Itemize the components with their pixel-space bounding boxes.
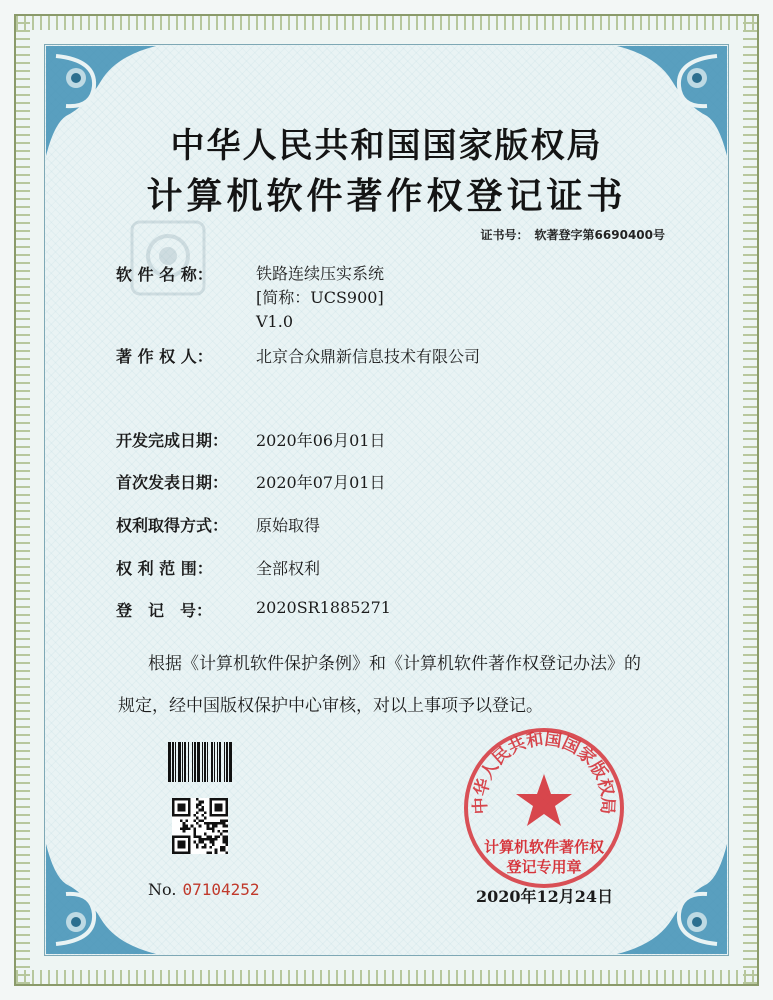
qr-module	[193, 819, 196, 822]
certificate-number-label: 证书号：	[480, 228, 529, 242]
field-value: 全部权利	[256, 559, 321, 578]
qr-module	[217, 835, 220, 838]
qr-module	[180, 827, 183, 830]
qr-module	[185, 825, 188, 828]
barcode-bar	[229, 742, 232, 782]
qr-module	[223, 838, 226, 841]
qr-module	[199, 825, 202, 828]
field-label: 软 件 名 称：	[116, 265, 213, 284]
software-short-name: [简称：UCS900]	[256, 288, 384, 307]
qr-module	[220, 849, 223, 852]
qr-module	[209, 851, 212, 854]
qr-module	[204, 846, 207, 849]
qr-module	[196, 846, 199, 849]
qr-module	[204, 838, 207, 841]
field-pub-date	[116, 470, 386, 493]
qr-module	[223, 841, 226, 844]
qr-module	[201, 819, 204, 822]
body-paragraph-line2: 规定，经中国版权保护中心审核，对以上事项予以登记。	[118, 696, 543, 716]
seal-text-line2: 登记专用章	[506, 858, 582, 876]
qr-module	[212, 830, 215, 833]
seal-text-line1: 计算机软件著作权	[483, 838, 604, 856]
qr-module	[201, 846, 204, 849]
qr-module	[196, 803, 199, 806]
certificate-number	[475, 226, 665, 243]
qr-module	[196, 798, 199, 801]
certificate-title: 计算机软件著作权登记证书	[146, 175, 627, 217]
qr-module	[185, 819, 188, 822]
qr-module	[199, 819, 202, 822]
qr-module	[225, 825, 228, 828]
field-registration-number	[116, 598, 391, 621]
qr-module	[193, 827, 196, 830]
field-label: 登 记 号：	[116, 601, 213, 620]
qr-module	[225, 843, 228, 846]
qr-module	[207, 835, 210, 838]
field-label: 著 作 权 人：	[116, 347, 213, 366]
qr-module	[201, 841, 204, 844]
field-value: 2020SR1885271	[256, 598, 391, 617]
qr-module	[223, 849, 226, 852]
qr-module	[201, 809, 204, 812]
qr-module	[204, 833, 207, 836]
qr-module	[204, 811, 207, 814]
qr-module	[196, 806, 199, 809]
field-owner	[116, 344, 481, 367]
qr-module	[223, 830, 226, 833]
qr-module	[212, 838, 215, 841]
qr-module	[225, 835, 228, 838]
field-value: 原始取得	[256, 516, 321, 535]
qr-module	[183, 822, 186, 825]
qr-module	[225, 838, 228, 841]
qr-module	[199, 803, 202, 806]
qr-module	[199, 809, 202, 812]
qr-module	[180, 819, 183, 822]
seal-arc-text: 中华人民共和国国家版权局	[470, 729, 618, 815]
qr-module	[207, 851, 210, 854]
qr-module	[212, 843, 215, 846]
seal-star-icon	[516, 774, 572, 826]
qr-module	[193, 835, 196, 838]
qr-module	[188, 827, 191, 830]
field-acquisition	[116, 513, 321, 536]
qr-module	[217, 822, 220, 825]
qr-module	[223, 822, 226, 825]
qr-module	[215, 825, 218, 828]
qr-module	[193, 841, 196, 844]
qr-module	[177, 841, 185, 849]
qr-module	[215, 849, 218, 852]
qr-module	[193, 814, 196, 817]
qr-module	[223, 846, 226, 849]
qr-module	[225, 841, 228, 844]
qr-module	[201, 801, 204, 804]
qr-module	[209, 838, 212, 841]
field-value	[256, 262, 384, 334]
software-name: 铁路连续压实系统	[256, 264, 385, 283]
qr-module	[209, 822, 212, 825]
qr-module	[204, 822, 207, 825]
qr-module	[183, 825, 186, 828]
qr-module	[215, 851, 218, 854]
serial-number-prefix: No.	[148, 880, 177, 899]
qr-module	[220, 833, 223, 836]
qr-module	[199, 835, 202, 838]
field-software-name	[116, 262, 385, 331]
body-paragraph-line1: 根据《计算机软件保护条例》和《计算机软件著作权登记办法》的	[148, 654, 641, 674]
qr-module	[185, 827, 188, 830]
field-label: 权 利 范 围：	[116, 559, 213, 578]
qr-module	[183, 827, 186, 830]
qr-module	[223, 825, 226, 828]
qr-module	[204, 843, 207, 846]
barcode	[168, 742, 276, 782]
watermark-emblem	[128, 218, 208, 298]
qr-module	[207, 822, 210, 825]
field-label: 开发完成日期：	[116, 431, 229, 450]
qr-module	[217, 830, 220, 833]
qr-module	[225, 830, 228, 833]
qr-module	[196, 817, 199, 820]
qr-module	[201, 806, 204, 809]
qr-module	[196, 811, 199, 814]
qr-module	[201, 814, 204, 817]
qr-module	[183, 830, 186, 833]
qr-module	[215, 822, 218, 825]
qr-module	[177, 803, 185, 811]
qr-module	[199, 838, 202, 841]
field-value: 北京合众鼎新信息技术有限公司	[256, 347, 481, 366]
field-scope	[116, 556, 321, 579]
qr-module	[223, 835, 226, 838]
qr-module	[196, 835, 199, 838]
qr-module	[207, 827, 210, 830]
qr-code	[172, 798, 228, 854]
field-value: 2020年06月01日	[256, 431, 386, 450]
certificate-number-value: 软著登字第6690400号	[534, 228, 665, 242]
qr-module	[220, 822, 223, 825]
qr-module	[225, 851, 228, 854]
qr-module	[223, 819, 226, 822]
serial-number-value: 07104252	[182, 880, 260, 899]
qr-module	[209, 841, 212, 844]
qr-module	[204, 817, 207, 820]
qr-module	[201, 838, 204, 841]
qr-module	[193, 830, 196, 833]
qr-module	[207, 825, 210, 828]
issue-date: 2020年12月24日	[476, 887, 614, 906]
field-dev-date	[116, 428, 386, 451]
qr-module	[215, 803, 223, 811]
qr-module	[225, 819, 228, 822]
qr-module	[196, 822, 199, 825]
qr-module	[191, 825, 194, 828]
qr-module	[215, 835, 218, 838]
field-label: 权利取得方式：	[116, 516, 229, 535]
field-value: 2020年07月01日	[256, 473, 386, 492]
qr-module	[220, 846, 223, 849]
qr-module	[212, 822, 215, 825]
qr-module	[199, 841, 202, 844]
corner-ornament	[46, 844, 156, 954]
qr-module	[215, 838, 218, 841]
serial-number	[148, 880, 260, 899]
issuer-title: 中华人民共和国国家版权局	[170, 126, 603, 166]
qr-module	[207, 838, 210, 841]
qr-module	[209, 846, 212, 849]
corner-ornament	[617, 844, 727, 954]
qr-module	[212, 827, 215, 830]
qr-module	[220, 819, 223, 822]
qr-module	[212, 825, 215, 828]
qr-module	[209, 827, 212, 830]
qr-module	[209, 835, 212, 838]
field-label: 首次发表日期：	[116, 473, 229, 492]
qr-module	[196, 843, 199, 846]
software-version: V1.0	[256, 312, 293, 331]
qr-module	[199, 801, 202, 804]
qr-module	[212, 841, 215, 844]
qr-module	[193, 833, 196, 836]
